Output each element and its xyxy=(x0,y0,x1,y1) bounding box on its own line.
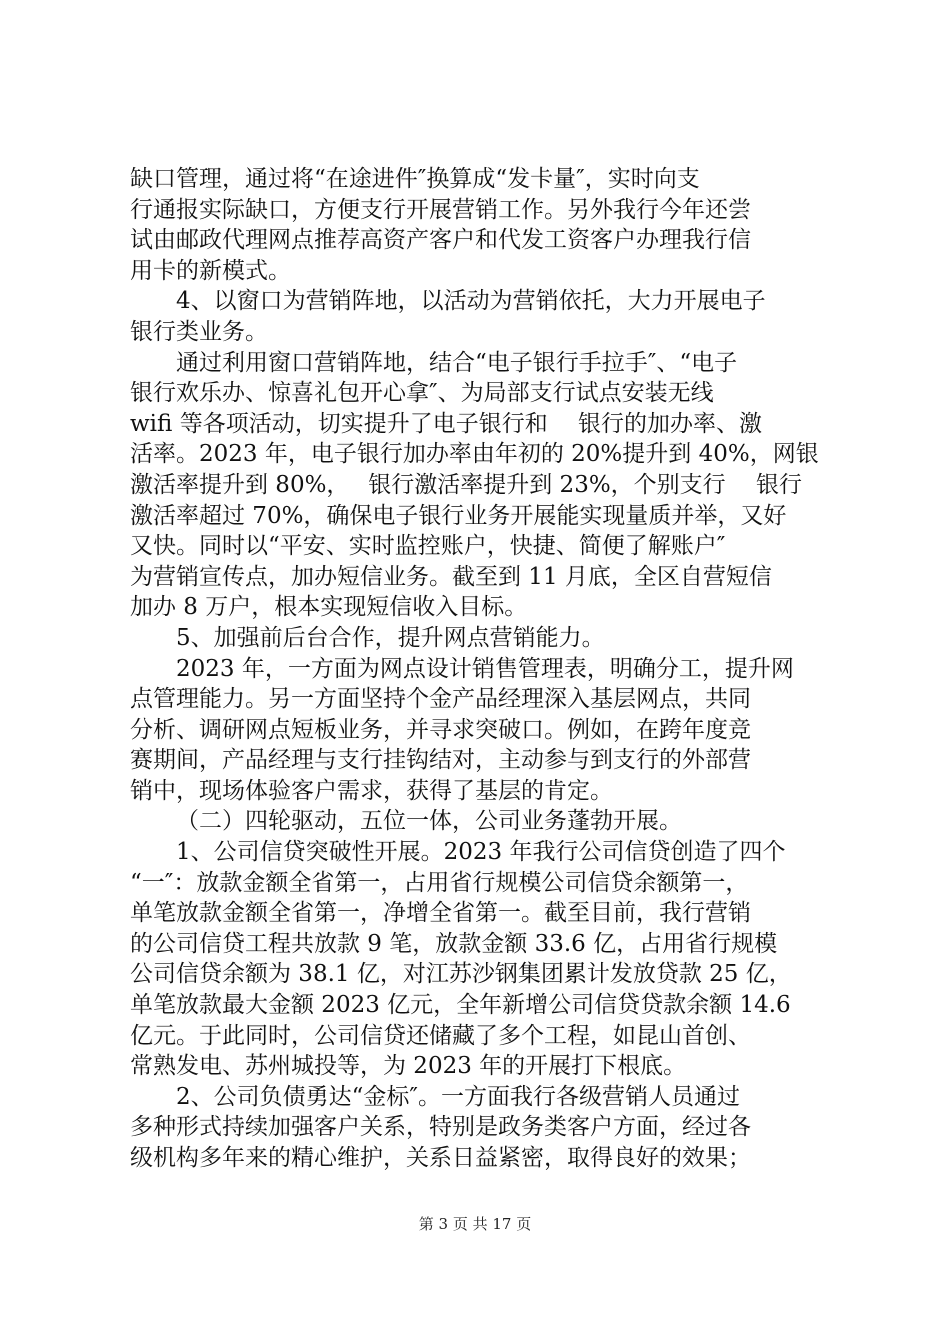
text-line: 赛期间，产品经理与支行挂钩结对，主动参与到支行的外部营 xyxy=(130,747,751,774)
page-footer xyxy=(0,1213,950,1234)
text-line: 银行欢乐办、惊喜礼包开心拿″、为局部支行试点安装无线 xyxy=(130,380,714,407)
text-line: 1、公司信贷突破性开展。2023 年我行公司信贷创造了四个 xyxy=(176,839,786,866)
text-line: 2023 年，一方面为网点设计销售管理表，明确分工，提升网 xyxy=(176,655,794,682)
text-line: 缺口管理，通过将“在途进件″换算成“发卡量″，实时向支 xyxy=(130,166,700,192)
text-line: 销中，现场体验客户需求，获得了基层的肯定。 xyxy=(130,777,613,804)
section-heading: 4、以窗口为营销阵地，以活动为营销依托，大力开展电子 xyxy=(176,288,766,315)
text-line: 多种形式持续加强客户关系，特别是政务类客户方面，经过各 xyxy=(130,1114,751,1141)
text-line: 分析、调研网点短板业务，并寻求突破口。例如，在跨年度竞 xyxy=(130,716,751,743)
text-line: 激活率提升到 80%， 银行激活率提升到 23%，个别支行 银行 xyxy=(130,471,802,498)
text-line: “一″：放款金额全省第一，占用省行规模公司信贷余额第一， xyxy=(130,869,749,896)
page-number-label: 第 3 页 共 17 页 xyxy=(418,1215,532,1233)
text-line: 点管理能力。另一方面坚持个金产品经理深入基层网点，共同 xyxy=(130,686,751,713)
text-line: 活率。2023 年，电子银行加办率由年初的 20%提升到 40%，网银 xyxy=(130,441,819,468)
text-line: 单笔放款最大金额 2023 亿元，全年新增公司信贷贷款余额 14.6 xyxy=(130,992,791,1019)
text-line: 激活率超过 70%，确保电子银行业务开展能实现量质并举，又好 xyxy=(130,502,787,529)
section-heading: 5、加强前后台合作，提升网点营销能力。 xyxy=(176,624,605,651)
text-line: 单笔放款金额全省第一，净增全省第一。截至目前，我行营销 xyxy=(130,900,751,927)
text-line: wifi 等各项活动，切实提升了电子银行和 银行的加办率、激 xyxy=(130,410,763,437)
section-heading: （二）四轮驱动，五位一体，公司业务蓬勃开展。 xyxy=(176,808,682,835)
text-line: 用卡的新模式。 xyxy=(130,257,291,284)
text-line: 试由邮政代理网点推荐高资产客户和代发工资客户办理我行信 xyxy=(130,227,751,254)
section-heading-cont: 银行类业务。 xyxy=(130,318,268,345)
text-line: 又快。同时以“平安、实时监控账户，快捷、简便了解账户″ xyxy=(130,533,726,560)
text-line: 通过利用窗口营销阵地，结合“电子银行手拉手″、“电子 xyxy=(176,349,738,376)
text-line: 公司信贷余额为 38.1 亿，对江苏沙钢集团累计发放贷款 25 亿， xyxy=(130,961,792,988)
text-line: 级机构多年来的精心维护，关系日益紧密，取得良好的效果； xyxy=(130,1145,751,1171)
text-line: 常熟发电、苏州城投等，为 2023 年的开展打下根底。 xyxy=(130,1053,687,1080)
text-line: 的公司信贷工程共放款 9 笔，放款金额 33.6 亿，占用省行规模 xyxy=(130,930,778,957)
text-line: 2、公司负债勇达“金标″。一方面我行各级营销人员通过 xyxy=(176,1083,740,1110)
text-line: 为营销宣传点，加办短信业务。截至到 11 月底，全区自营短信 xyxy=(130,563,772,590)
document-body xyxy=(130,164,830,1174)
text-line: 加办 8 万户，根本实现短信收入目标。 xyxy=(130,594,528,621)
text-line: 行通报实际缺口，方便支行开展营销工作。另外我行今年还尝 xyxy=(130,196,751,223)
text-line: 亿元。于此同时，公司信贷还储藏了多个工程，如昆山首创、 xyxy=(130,1022,751,1049)
